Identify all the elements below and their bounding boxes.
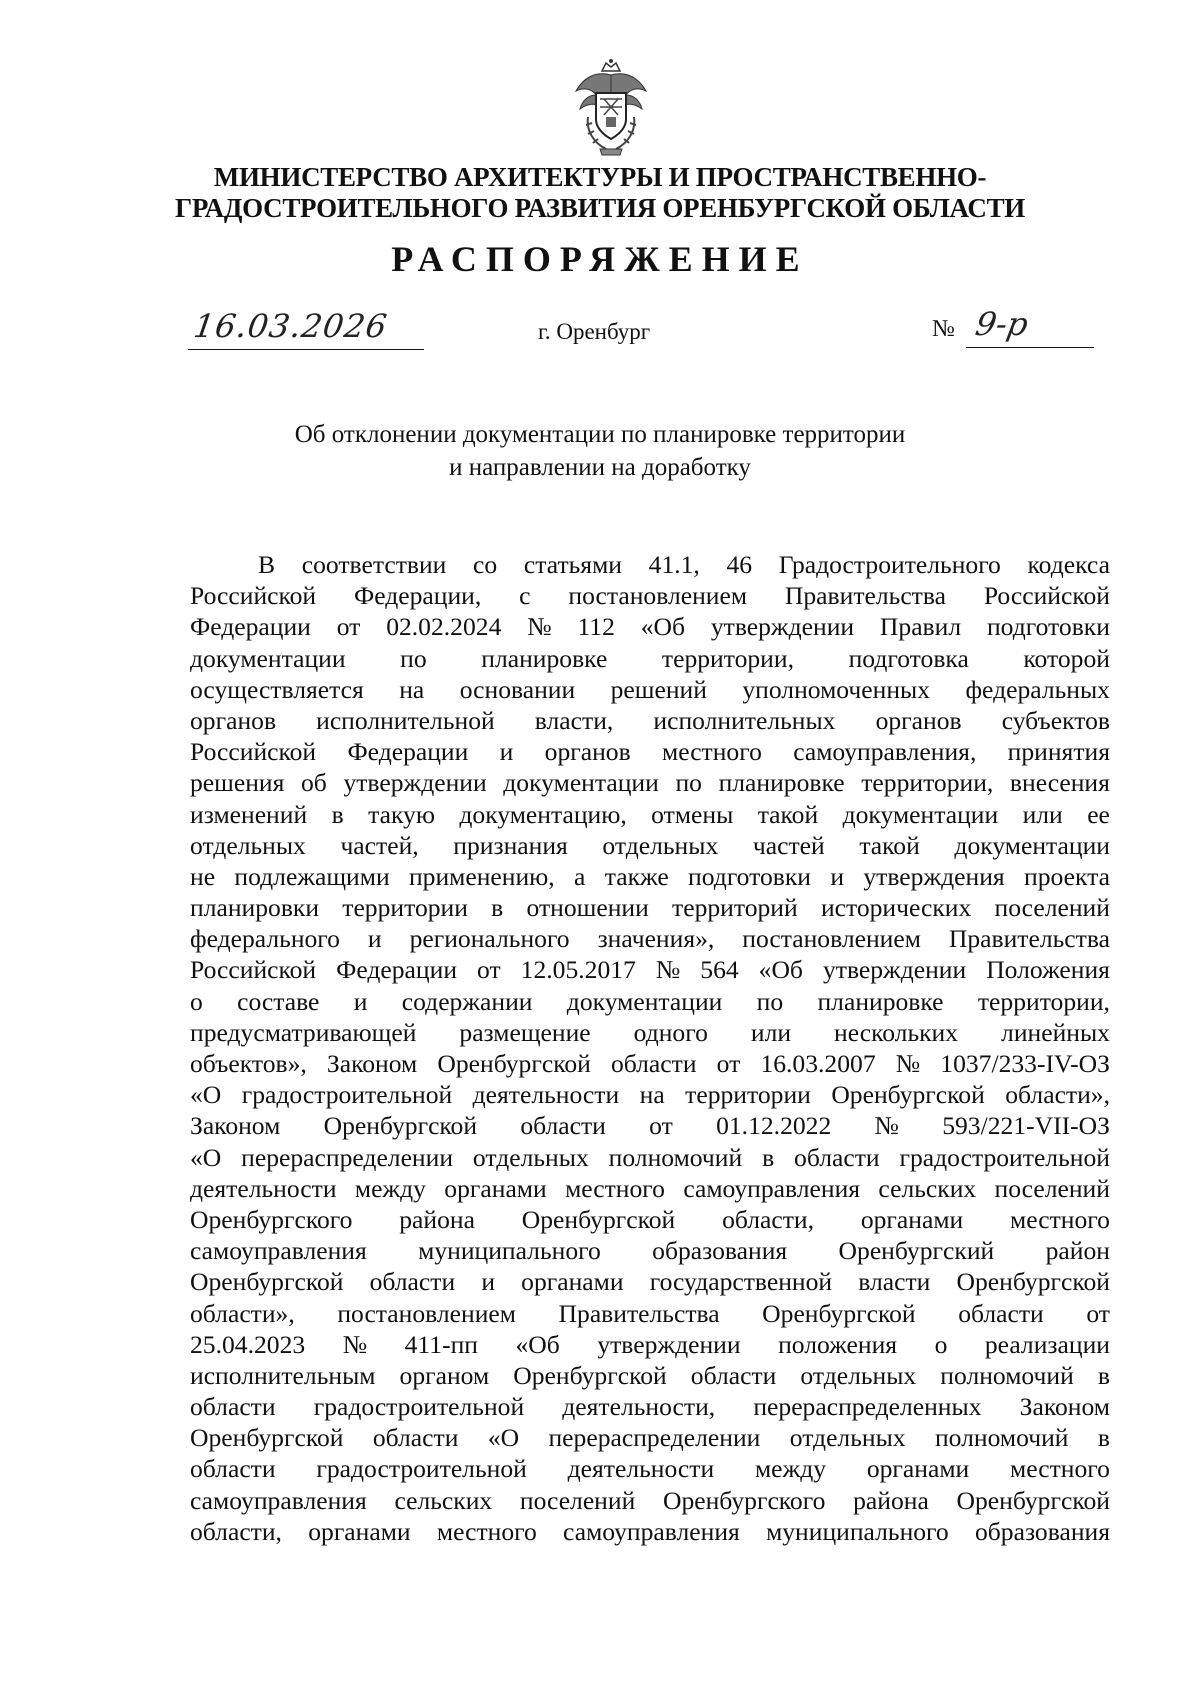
body-word: 25.04.2023 [190,1329,306,1359]
body-word: полномочий [608,1142,743,1172]
body-word: Оренбургской [956,1485,1110,1515]
body-word: предусматривающей [190,1017,417,1047]
body-word: между [354,1173,426,1203]
body-word: и [499,737,514,767]
body-word: кодекса [1027,550,1110,579]
body-word: органами [860,1204,964,1234]
body-line [190,1048,1110,1079]
body-word: «Об [758,955,803,985]
body-line [190,580,1110,611]
body-word: в [331,799,344,829]
body-word: Оренбургской [323,1111,478,1141]
body-word: деятельности [567,1454,715,1484]
body-word: от [477,955,501,985]
body-word: области [958,1298,1044,1328]
body-word: федеральных [965,674,1110,704]
body-line [190,830,1110,861]
body-word: регионального [409,924,570,954]
body-word: Правительства [784,581,946,611]
body-word: принятия [1007,737,1110,767]
body-word: Российской [190,955,317,985]
body-line [190,611,1110,642]
document-body [190,549,1110,1547]
body-word: и [367,924,382,954]
body-word: также [604,861,669,891]
body-word: в [1097,1360,1110,1390]
body-word: линейных [1001,1017,1110,1047]
body-word: постановлением [568,581,748,611]
body-word: органов [875,705,962,735]
body-word: отношении [526,893,649,923]
body-word: градостроительной [241,1080,453,1110]
body-word: перераспределении [548,1423,761,1453]
body-word: постановлением [337,1298,516,1328]
date-field [188,307,424,350]
body-word: самоуправления [190,1236,367,1266]
body-word: на [399,674,425,704]
body-word: или [750,1017,792,1047]
body-word: органами [444,1173,547,1203]
body-word: Оренбургской [437,1049,591,1078]
body-word: или [1022,799,1063,829]
body-word: утверждении [710,612,855,642]
body-word: власти [858,1267,931,1297]
body-word: поселений [994,893,1110,923]
body-word: территории [685,1080,811,1110]
body-word: Оренбургской [190,1423,344,1453]
body-line [190,954,1110,985]
body-word: реализации [984,1329,1110,1359]
body-word: от [716,1049,741,1078]
body-word: документации [842,799,999,829]
body-word: перераспределенных [753,1392,982,1422]
body-word: планировки [190,893,320,923]
body-word: субъектов [1001,705,1110,735]
handwritten-number: 9-р [972,305,1032,343]
body-word: основании [459,674,576,704]
body-word: на [639,1080,665,1110]
body-word: исполнительных [653,705,836,735]
body-word: от [1086,1298,1110,1328]
body-word: муниципального [418,1236,601,1266]
body-word: в [762,1142,775,1172]
body-word: органами [521,1267,624,1297]
body-word: района [399,1204,475,1234]
body-word: отдельных [190,830,306,860]
body-word: подготовки [986,612,1110,642]
body-line [190,643,1110,674]
body-word: градостроительной [316,1454,527,1484]
body-word: частей [752,830,825,860]
body-line [190,1079,1110,1110]
body-word: «Об [515,1329,560,1359]
body-word: местного [1010,1454,1110,1484]
city-label: г. Оренбург [538,319,651,344]
body-word: 593/221-VII-ОЗ [942,1111,1110,1141]
body-word: содержании [401,986,533,1016]
body-word: осуществляется [190,674,364,704]
body-word: утверждении [343,768,487,798]
body-word: 41.1, [648,550,700,579]
body-line [190,1017,1110,1048]
body-word: государственной [649,1267,833,1297]
body-word: признания [453,830,568,860]
body-word: 46 [726,550,753,579]
body-word: документации [566,986,723,1016]
body-word: полномочий [934,1423,1069,1453]
body-word: № [874,1111,899,1141]
body-word: а [574,861,586,891]
body-word: Оренбургского [662,1485,826,1515]
body-word: самоуправления, [793,737,977,767]
body-line [190,767,1110,798]
body-word: территории [342,893,468,923]
body-line [190,1516,1110,1547]
body-line [190,705,1110,736]
body-word: планировке [817,986,944,1016]
body-line [190,1360,1110,1391]
body-word: такой [757,799,819,829]
body-word: подготовки [688,861,812,891]
body-word: одного [633,1017,708,1047]
body-word: документацию, [459,799,627,829]
body-word: и [481,1267,496,1297]
body-word: № [655,955,681,985]
body-word: такую [368,799,435,829]
body-word: изменений [190,799,308,829]
body-word: области, [722,1204,815,1234]
body-word: значения», [597,924,715,954]
body-word: применению, [408,861,555,891]
body-word: 02.02.2024 [386,612,502,642]
document-subject [200,418,1000,484]
document-type-title: РАСПОРЯЖЕНИЕ [391,239,809,279]
body-line [190,1235,1110,1266]
body-line [190,861,1110,892]
body-word: документации [954,830,1110,860]
body-word: о [190,986,203,1016]
body-word: статьями [523,550,622,579]
body-line [190,674,1110,705]
body-word: области [520,1111,606,1141]
body-word: образования [974,1516,1110,1546]
body-word: органами [866,1454,970,1484]
body-word: «О [487,1423,520,1453]
body-word: в [1097,1423,1110,1453]
body-word: местного [436,1516,537,1546]
body-line [190,1173,1110,1204]
body-word: 411-пп [404,1329,478,1359]
body-word: объектов», [190,1049,307,1078]
body-word: планировке [481,643,608,673]
body-word: подлежащими [234,861,390,891]
body-word: деятельности, [562,1392,716,1422]
body-word: области», [1005,1080,1110,1110]
body-word: Градостроительного [778,550,1001,579]
body-line [190,1329,1110,1360]
body-word: органов [544,737,631,767]
body-word: 112 [577,612,615,642]
body-word: Оренбургский [838,1236,995,1266]
body-word: Федерации, [354,581,482,611]
body-word: области [690,1360,777,1390]
body-word: власти, [534,705,614,735]
body-word: в [491,893,504,923]
body-word: района [853,1485,929,1515]
body-word: Российской [983,581,1110,611]
body-line [190,1485,1110,1516]
body-word: Оренбургской [190,1267,344,1297]
body-word: исполнительным [190,1360,376,1390]
body-line [190,1391,1110,1422]
body-word: решений [610,674,707,704]
body-word: которой [1023,643,1110,673]
body-word: Правительства [948,924,1110,954]
body-word: образования [652,1236,788,1266]
body-word: отмены [651,799,734,829]
body-word: утверждении [822,955,967,985]
body-line [190,549,1110,580]
ministry-name [150,162,1050,224]
ministry-name-line1: МИНИСТЕРСТВО АРХИТЕКТУРЫ И ПРОСТРАНСТВЕННО- [213,162,987,192]
body-word: частей, [340,830,419,860]
body-word: В [258,550,276,579]
body-word: Законом [326,1049,418,1078]
number-field [966,305,1094,348]
body-word: Законом [1019,1392,1110,1422]
body-word: уполномоченных [742,674,931,704]
handwritten-date: 16.03.2026 [191,307,390,345]
body-word: не [190,861,216,891]
body-line [190,1142,1110,1173]
body-word: деятельности [472,1080,620,1110]
body-word: области, [190,1516,282,1546]
coat-of-arms-icon [566,57,656,157]
body-word: территории, [661,643,794,673]
body-word: области [372,1423,459,1453]
body-word: территорий [672,893,798,923]
body-word: проекта [1024,861,1110,891]
body-word: Федерации [336,955,458,985]
body-word: муниципального [766,1516,949,1546]
subject-line2: и направлении на доработку [449,454,751,481]
subject-line1: Об отклонении документации по планировке территории [294,421,906,448]
body-word: деятельности [190,1173,337,1203]
body-word: № [527,612,552,642]
body-line [190,1110,1110,1141]
body-word: сельских [878,1173,977,1203]
body-line [190,1298,1110,1329]
body-word: район [1045,1236,1110,1266]
body-word: такой [859,830,920,860]
body-word: области [794,1142,880,1172]
body-word: области [610,1049,697,1078]
body-word: № [895,1049,921,1078]
body-word: об [301,768,327,798]
body-word: Оренбургской [831,1080,985,1110]
body-line [190,736,1110,767]
body-word: области [190,1392,276,1422]
body-word: отдельных [800,1360,917,1390]
body-word: нескольких [834,1017,959,1047]
body-word: от [336,612,361,642]
body-word: Оренбургского [190,1204,353,1234]
body-word: самоуправления [683,1173,861,1203]
body-word: Оренбургской [521,1204,676,1234]
body-word: отдельных [789,1423,906,1453]
body-word: отдельных [472,1142,589,1172]
body-word: Правительства [558,1298,720,1328]
body-line [190,799,1110,830]
body-line [190,1453,1110,1484]
body-line [190,1266,1110,1297]
body-line [190,1422,1110,1453]
body-word: сельских [394,1485,493,1515]
body-word: утверждении [597,1329,741,1359]
body-word: и [353,986,368,1016]
body-word: 01.12.2022 [716,1111,832,1141]
body-word: исполнительной [316,705,495,735]
body-word: органами [308,1516,411,1546]
body-word: по [756,986,784,1016]
body-word: Оренбургской [762,1298,916,1328]
body-word: градостроительной [313,1392,525,1422]
body-word: решения [190,768,285,798]
body-word: размещение [459,1017,591,1047]
body-word: Оренбургской [956,1267,1110,1297]
body-word: № [342,1329,368,1359]
body-word: области [369,1267,456,1297]
body-word: полномочий [940,1360,1074,1390]
number-label: № [932,316,955,342]
body-line [190,892,1110,923]
body-word: «О [190,1142,222,1172]
body-word: самоуправления [190,1485,367,1515]
body-word: о [934,1329,948,1359]
body-word: 16.03.2007 [760,1049,876,1078]
body-word: поселений [994,1173,1110,1203]
body-word: от [649,1111,673,1141]
body-line [190,1204,1110,1235]
body-word: документации [190,643,346,673]
body-word: градостроительной [899,1142,1110,1172]
body-word: территории, [861,768,994,798]
body-word: местного [565,1173,665,1203]
body-word: по [675,768,702,798]
body-word: Российской [190,581,317,611]
body-word: исторических [820,893,972,923]
body-word: ее [1087,799,1110,829]
body-word: территории, [977,986,1110,1016]
body-word: 12.05.2017 [520,955,636,985]
body-word: Федерации [190,612,311,642]
body-word: области», [190,1298,295,1328]
body-word: поселений [519,1485,636,1515]
body-word: Российской [190,737,317,767]
body-word: Законом [190,1111,281,1141]
body-word: составе [237,986,320,1016]
body-line [190,986,1110,1017]
body-word: перераспределении [241,1142,454,1172]
body-word: самоуправления [563,1516,740,1546]
body-word: планировке [718,768,845,798]
body-word: Положения [986,955,1110,985]
body-word: 564 [700,955,739,985]
body-word: положения [778,1329,898,1359]
body-word: утверждения [863,861,1005,891]
body-word: по [400,643,427,673]
body-word: области [190,1454,276,1484]
body-word: с [519,581,531,611]
body-word: федерального [190,924,340,954]
body-word: органом [399,1360,490,1390]
body-word: «О [190,1080,222,1110]
body-word: 1037/233-IV-ОЗ [940,1049,1110,1078]
body-word: Оренбургской [513,1360,667,1390]
body-word: местного [662,737,762,767]
body-word: «Об [640,612,686,642]
body-word: между [754,1454,827,1484]
body-word: внесения [1009,768,1110,798]
body-word: и [830,861,845,891]
body-word: местного [1010,1204,1110,1234]
body-word: соответствии [301,550,447,579]
body-word: со [473,550,498,579]
body-word: отдельных [602,830,719,860]
body-word: постановлением [742,924,921,954]
body-word: Федерации [347,737,469,767]
body-word: Правил [879,612,962,642]
ministry-name-line2: ГРАДОСТРОИТЕЛЬНОГО РАЗВИТИЯ ОРЕНБУРГСКОЙ ОБЛАСТИ [175,193,1025,223]
body-word: подготовка [848,643,969,673]
body-word: документации [503,768,659,798]
body-word: органов [190,705,277,735]
body-line [190,923,1110,954]
